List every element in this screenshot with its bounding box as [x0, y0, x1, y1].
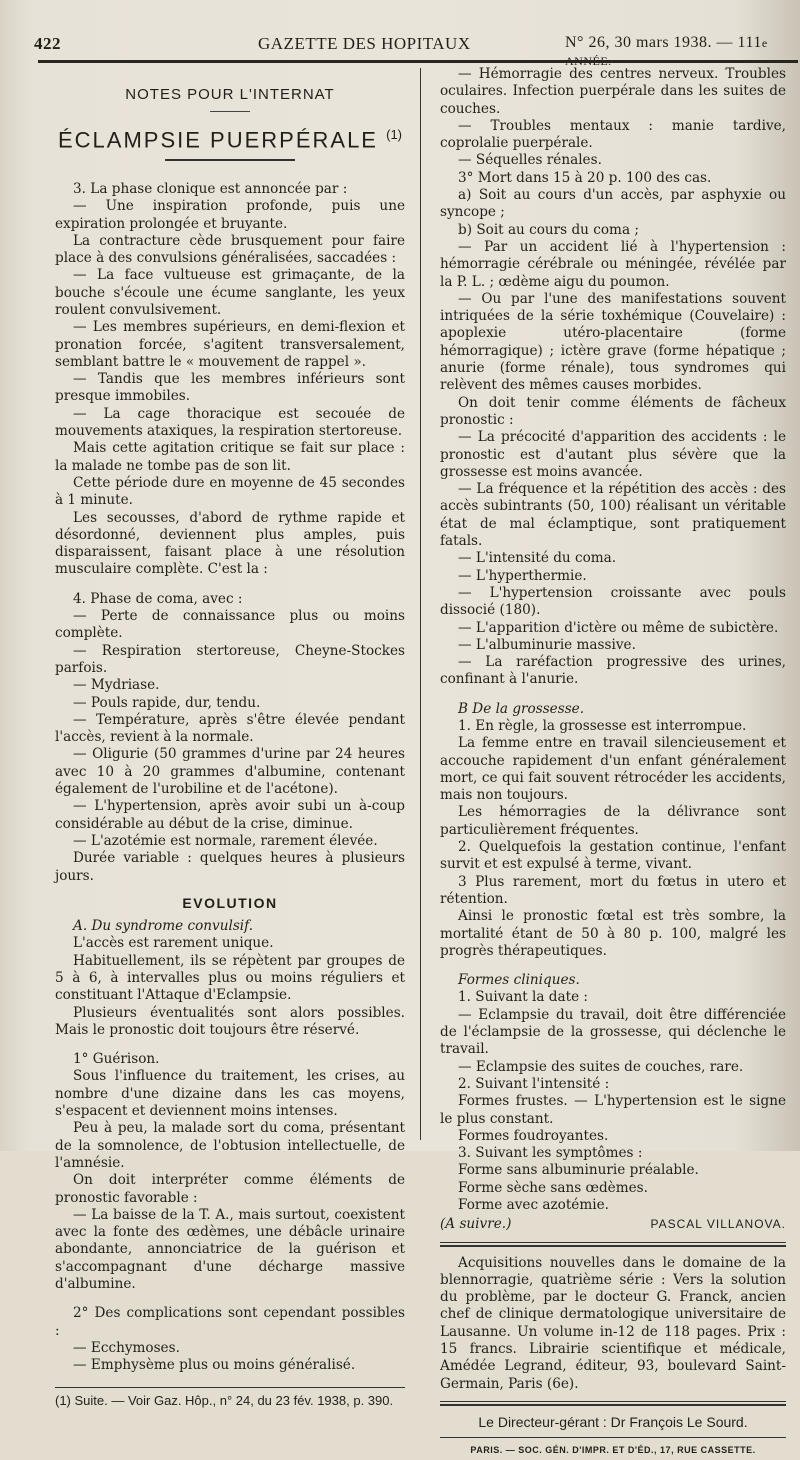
paragraph: — La précocité d'apparition des accidents : le pronostic est d'autant plus sévère que la grossesse est moins avancée.	[440, 429, 786, 480]
paragraph: 4. Phase de coma, avec :	[73, 590, 243, 607]
paragraph: a) Soit au cours d'un accès, par asphyxie ou syncope ;	[440, 187, 786, 221]
paragraph: 3. Suivant les symptômes :	[458, 1145, 643, 1162]
paragraph: — L'hyperthermie.	[458, 567, 587, 584]
paragraph: 1° Guérison.	[73, 1051, 160, 1068]
paragraph: Cette période dure en moyenne de 45 secondes à 1 minute.	[55, 474, 405, 509]
article-title-text: ÉCLAMPSIE PUERPÉRALE	[58, 127, 378, 153]
author-signature: PASCAL VILLANOVA.	[650, 1217, 786, 1232]
paragraph: — Mydriase.	[73, 677, 160, 694]
paragraph: 3° Mort dans 15 à 20 p. 100 des cas.	[458, 169, 712, 186]
column-divider	[420, 68, 421, 1140]
printer-rule	[440, 1437, 786, 1438]
page-header	[30, 28, 790, 68]
paragraph: La femme entre en travail silencieusement et accouche rapidement d'un enfant généralement mort, ce qui fait souvent rétrocéder les accidents, mais non toujours.	[440, 735, 786, 804]
footnote: (1) Suite. — Voir Gaz. Hôp., n° 24, du 23 fév. 1938, p. 390.	[55, 1392, 394, 1408]
paragraph: — La raréfaction progressive des urines, confinant à l'anurie.	[440, 654, 786, 688]
paragraph: Forme sans albuminurie préalable.	[458, 1162, 699, 1179]
left-column	[55, 82, 405, 1409]
printer-line: PARIS. — SOC. GÉN. D'IMPR. ET D'ÉD., 17, RUE CASSETTE.	[470, 1445, 756, 1456]
paragraph: — Emphysème plus ou moins généralisé.	[73, 1357, 356, 1374]
paragraph: 1. Suivant la date :	[458, 989, 589, 1006]
paragraph: — Ecchymoses.	[73, 1339, 180, 1356]
paragraph: — La face vultueuse est grimaçante, de la bouche s'écoule une écume sanglante, les yeux roulent convulsivement.	[55, 267, 405, 318]
paragraph: 2. Suivant l'intensité :	[458, 1075, 610, 1092]
paragraph: — Eclampsie des suites de couches, rare.	[458, 1058, 744, 1075]
to-be-continued: (A suivre.)	[440, 1216, 512, 1233]
paragraph: On doit tenir comme éléments de fâcheux pronostic :	[440, 394, 786, 428]
evolution-heading: EVOLUTION	[182, 894, 278, 911]
article-title-note: (1)	[386, 127, 402, 143]
journal-title: GAZETTE DES HOPITAUX	[258, 34, 471, 53]
paragraph: 3 Plus rarement, mort du fœtus in utero et rétention.	[440, 873, 786, 907]
paragraph: 3. La phase clonique est annoncée par :	[73, 180, 348, 197]
paragraph: — L'albuminurie massive.	[458, 636, 636, 653]
paragraph: — Troubles mentaux : manie tardive, coprolalie puerpérale.	[440, 117, 786, 152]
paragraph: Sous l'influence du traitement, les crises, au nombre d'une dizaine dans les cas moyens, s'espacent et deviennent moins intenses.	[55, 1068, 405, 1120]
paragraph: — Tandis que les membres inférieurs sont presque immobiles.	[55, 371, 405, 405]
paragraph: — Eclampsie du travail, doit être différenciée de l'éclampsie de la grossesse, qui déclenche le travail.	[440, 1006, 786, 1058]
director-credit: Le Directeur-gérant : Dr François Le Sourd.	[478, 1413, 748, 1430]
paragraph: — Hémorragie des centres nerveux. Troubles oculaires. Infection puerpérale dans les suites de couches.	[440, 66, 786, 117]
issue-date: N° 26, 30 mars 1938. — 111	[565, 34, 762, 51]
right-column	[440, 66, 786, 1460]
paragraph: — Respiration stertoreuse, Cheyne-Stockes parfois.	[55, 642, 405, 676]
paragraph: — La baisse de la T. A., mais surtout, coexistent avec la fonte des œdèmes, une débâcle urinaire abondante, annonciatrice de la guérison et s'accompagnant d'une décharge massive d'albumine.	[55, 1206, 405, 1293]
page-number: 422	[34, 34, 61, 53]
section-rule	[440, 1242, 786, 1247]
title-ornament	[210, 111, 250, 112]
article-end	[440, 1216, 786, 1233]
paragraph: — L'hypertension, après avoir subi un à-coup considérable au début de la crise, diminue.	[55, 798, 405, 832]
paragraph: Formes cliniques.	[458, 972, 580, 989]
issue-year: e ANNÉE.	[565, 36, 768, 68]
paragraph: Formes foudroyantes.	[458, 1127, 609, 1144]
paragraph: 2° Des complications sont cependant possibles :	[55, 1305, 405, 1339]
paragraph: 2. Quelquefois la gestation continue, l'enfant survit et est expulsé à terme, vivant.	[440, 839, 786, 873]
paragraph: B De la grossesse.	[458, 700, 585, 717]
paragraph: — L'apparition d'ictère ou même de subictère.	[458, 619, 779, 636]
paragraph: — Température, après s'être élevée pendant l'accès, revient à la normale.	[55, 711, 405, 746]
paragraph: Ainsi le pronostic fœtal est très sombre, la mortalité étant de 50 à 80 p. 100, malgré les progrès thérapeutiques.	[440, 908, 786, 959]
paragraph: A. Du syndrome convulsif.	[73, 918, 254, 935]
paragraph: b) Soit au cours du coma ;	[458, 221, 639, 238]
paragraph: Forme sèche sans œdèmes.	[458, 1179, 648, 1196]
paragraph: — Séquelles rénales.	[458, 152, 602, 169]
article-title	[55, 126, 405, 153]
paragraph: Habituellement, ils se répètent par groupes de 5 à 6, à intervalles plus ou moins réguliers et constituant l'Attaque d'Eclampsie.	[55, 952, 405, 1004]
title-rule	[165, 159, 295, 161]
paragraph: Les secousses, d'abord de rythme rapide et désordonné, deviennent plus amples, puis disparaissent, faisant place à une résolution musculaire complète. C'est la :	[55, 509, 405, 578]
paragraph: Plusieurs éventualités sont alors possibles. Mais le pronostic doit toujours être réservé.	[55, 1004, 405, 1038]
paragraph: — Perte de connaissance plus ou moins complète.	[55, 608, 405, 642]
paragraph: — Par un accident lié à l'hypertension : hémorragie cérébrale ou méningée, révélée par la P. L. ; œdème aigu du poumon.	[440, 238, 786, 290]
paragraph: — La cage thoracique est secouée de mouvements ataxiques, la respiration stertoreuse.	[55, 405, 405, 440]
paragraph: 1. En règle, la grossesse est interrompue.	[458, 717, 747, 734]
paragraph: L'accès est rarement unique.	[73, 935, 274, 952]
footnote-rule	[55, 1387, 405, 1388]
paragraph: — L'hypertension croissante avec pouls dissocié (180).	[440, 584, 786, 619]
paragraph: — L'azotémie est normale, rarement élevée.	[73, 832, 378, 849]
header-rule	[38, 60, 798, 63]
issue-info	[565, 34, 790, 70]
section-title: NOTES POUR L'INTERNAT	[125, 86, 335, 103]
paragraph: — Une inspiration profonde, puis une expiration prolongée et bruyante.	[55, 198, 405, 232]
paragraph: Forme avec azotémie.	[458, 1197, 609, 1213]
paragraph: — Oligurie (50 grammes d'urine par 24 heures avec 10 à 20 grammes d'albumine, contenant également de l'urobiline et de l'acétone).	[55, 746, 405, 798]
book-notice: Acquisitions nouvelles dans le domaine de la blennorragie, quatrième série : Vers la solution du problème, par le docteur G. Franck, ancien chef de clinique dermatologique universitaire de Lausanne. Un volume in-12 de 118 pages. Prix : 15 francs. Librairie scientifique et médicale, Amédée Legrand, éditeur, 93, boulevard Saint-Germain, Paris (6e).	[440, 1254, 786, 1392]
paragraph: — Les membres supérieurs, en demi-flexion et pronation forcée, s'agitent transversalement, semblant battre le « mouvement de rappel ».	[55, 319, 405, 370]
paragraph: Peu à peu, la malade sort du coma, présentant de la somnolence, de l'obtusion intellectuelle, de l'amnésie.	[55, 1120, 405, 1171]
paragraph: On doit interpréter comme éléments de pronostic favorable :	[55, 1172, 405, 1206]
paragraph: Durée variable : quelques heures à plusieurs jours.	[55, 850, 405, 884]
paragraph: Formes frustes. — L'hypertension est le signe le plus constant.	[440, 1093, 786, 1127]
section-rule	[440, 1401, 786, 1406]
paragraph: — L'intensité du coma.	[458, 550, 617, 567]
paragraph: Les hémorragies de la délivrance sont particulièrement fréquentes.	[440, 804, 786, 838]
paragraph: Mais cette agitation critique se fait sur place : la malade ne tombe pas de son lit.	[55, 440, 405, 474]
paragraph: La contracture cède brusquement pour faire place à des convulsions généralisées, saccadées :	[55, 232, 405, 267]
paragraph: — Pouls rapide, dur, tendu.	[73, 694, 261, 711]
paragraph: — La fréquence et la répétition des accès : des accès subintrants (50, 100) réalisant un véritable état de mal éclamptique, sont pratiquement fatals.	[440, 481, 786, 550]
paragraph: — Ou par l'une des manifestations souvent intriquées de la série toxhémique (Couvelaire) : apoplexie utéro-placentaire (forme hémorragique) ; ictère grave (forme hépatique ; anurie (forme rénale), tous syndromes qui relèvent des mêmes causes morbides.	[440, 290, 786, 394]
